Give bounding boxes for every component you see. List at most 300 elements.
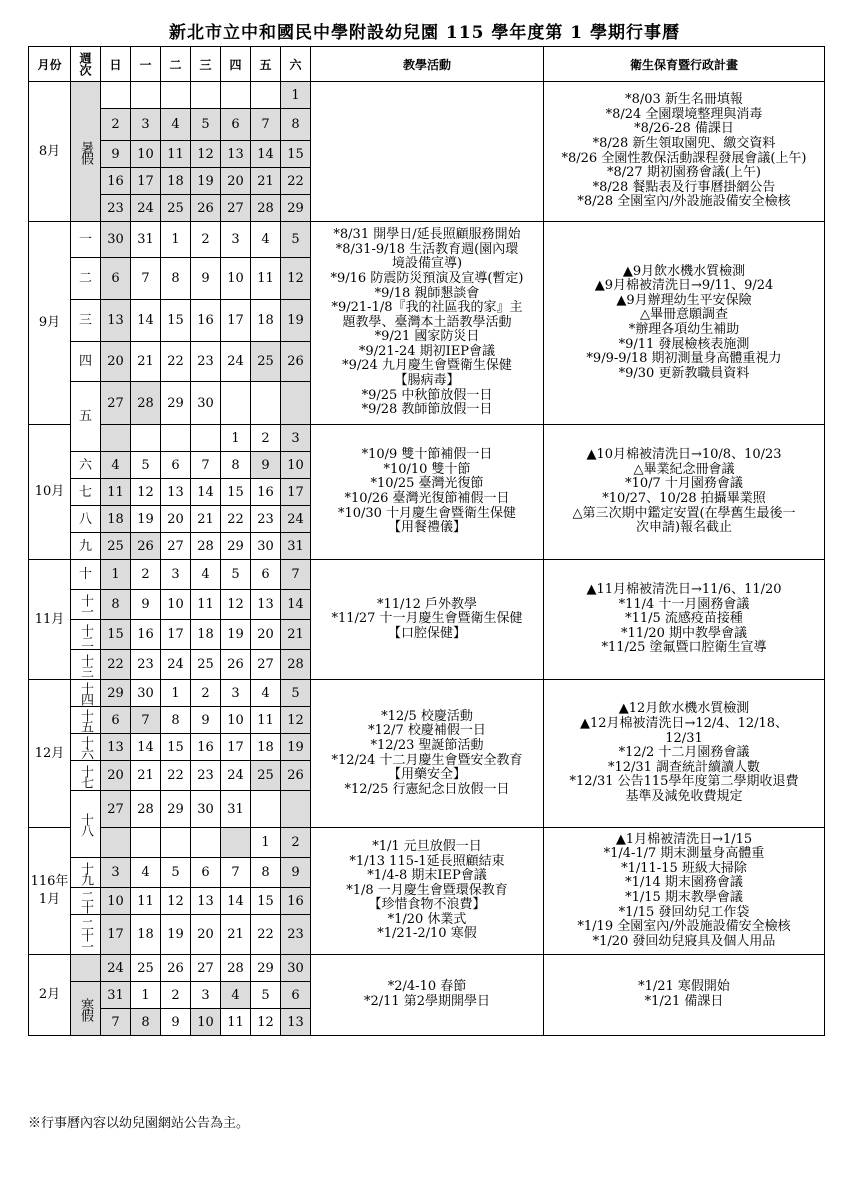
day-cell: 28: [131, 382, 161, 425]
day-cell: 13: [221, 141, 251, 168]
month-label-dec: 12月: [29, 680, 71, 828]
day-cell: 25: [161, 195, 191, 222]
day-cell: 30: [191, 791, 221, 828]
day-cell: 28: [251, 195, 281, 222]
day-cell: 24: [281, 506, 311, 533]
day-cell: 14: [221, 888, 251, 915]
admin-item: *11/20 期中教學會議: [620, 625, 748, 641]
activity-item: *9/28 教師節放假一日: [361, 402, 493, 418]
day-cell: 30: [101, 222, 131, 258]
day-cell: 9: [131, 590, 161, 620]
day-cell: 15: [281, 141, 311, 168]
admin-item: △畢冊意願調查: [640, 307, 728, 323]
day-cell: 10: [101, 888, 131, 915]
day-cell: 3: [101, 858, 131, 888]
day-cell: 7: [281, 560, 311, 590]
activity-item: *11/27 十一月慶生會暨衛生保健: [331, 611, 523, 627]
admin-item: *8/24 全園環境整理與消毒: [605, 106, 763, 122]
week-number: 一: [71, 222, 101, 258]
day-cell: 2: [101, 109, 131, 141]
day-cell: 9: [251, 452, 281, 479]
activity-item: *1/13 115-1延長照顧結束: [349, 853, 505, 869]
week-number: 十: [71, 560, 101, 590]
day-cell: 18: [191, 620, 221, 650]
week-number: 十六: [71, 734, 101, 761]
day-cell: 12: [221, 590, 251, 620]
day-cell: 25: [251, 761, 281, 791]
day-cell: [221, 828, 251, 858]
week-row: [29, 828, 825, 858]
day-cell: [221, 382, 251, 425]
day-cell: 23: [191, 761, 221, 791]
day-cell: 26: [221, 650, 251, 680]
admin-item: 12/31: [665, 730, 703, 746]
activities-cell-jan: [311, 828, 544, 955]
day-cell: 3: [221, 680, 251, 707]
day-cell: [251, 82, 281, 109]
day-cell: 9: [281, 858, 311, 888]
admin-item: *10/27、10/28 拍攝畢業照: [602, 491, 766, 506]
header-activities: 教學活動: [311, 47, 544, 82]
day-cell: 5: [221, 560, 251, 590]
day-cell: 2: [251, 425, 281, 452]
day-cell: 17: [221, 300, 251, 342]
activity-item: *12/5 校慶活動: [381, 708, 473, 724]
activity-item: *12/7 校慶補假一日: [368, 723, 486, 739]
day-cell: [191, 828, 221, 858]
admin-item: ▲9月棉被清洗日→9/11、9/24: [594, 278, 774, 294]
activity-item: *8/31 開學日/延長照顧服務開始: [333, 227, 521, 243]
week-number: 寒假: [71, 982, 101, 1036]
admin-item: *1/4-1/7 期末測量身高體重: [603, 846, 765, 862]
day-cell: 31: [221, 791, 251, 828]
day-cell: 24: [221, 761, 251, 791]
day-cell: 21: [281, 620, 311, 650]
day-cell: [101, 82, 131, 109]
admin-item: *9/11 發展檢核表施測: [618, 336, 750, 352]
week-number: 十四: [71, 680, 101, 707]
week-number: 十二: [71, 620, 101, 650]
day-cell: [101, 828, 131, 858]
day-cell: 7: [131, 707, 161, 734]
day-cell: 30: [281, 955, 311, 982]
activity-item: 境設備宣導): [391, 256, 463, 272]
admin-item: *8/28 餐點表及行事曆掛網公告: [592, 179, 776, 195]
day-cell: 6: [101, 258, 131, 300]
week-number: 四: [71, 342, 101, 382]
admin-item: *9/30 更新教職員資料: [618, 365, 750, 381]
day-cell: 22: [251, 915, 281, 955]
week-number: 十五: [71, 707, 101, 734]
admin-item: *8/03 新生名冊填報: [625, 92, 743, 108]
activity-item: *10/30 十月慶生會暨衛生保健: [337, 505, 517, 521]
admin-item: *8/28 新生領取園兜、繳交資料: [592, 135, 776, 151]
day-cell: 1: [251, 828, 281, 858]
day-cell: 31: [131, 222, 161, 258]
day-cell: [221, 82, 251, 109]
day-cell: 24: [101, 955, 131, 982]
day-cell: 22: [281, 168, 311, 195]
day-cell: 29: [161, 791, 191, 828]
day-cell: 29: [281, 195, 311, 222]
day-cell: 21: [191, 506, 221, 533]
week-number: 二: [71, 258, 101, 300]
day-cell: 21: [131, 342, 161, 382]
day-cell: 28: [131, 791, 161, 828]
admin-item: *1/15 期末教學會議: [625, 890, 743, 905]
day-cell: 15: [221, 479, 251, 506]
activity-item: *1/1 元旦放假一日: [372, 838, 482, 854]
day-cell: 9: [191, 707, 221, 734]
day-cell: 6: [221, 109, 251, 141]
activity-item: *11/12 戶外教學: [376, 596, 478, 612]
day-cell: 17: [161, 620, 191, 650]
day-cell: 23: [251, 506, 281, 533]
header-tue: 二: [161, 47, 191, 82]
day-cell: 24: [221, 342, 251, 382]
day-cell: 13: [191, 888, 221, 915]
day-cell: 4: [251, 680, 281, 707]
admin-item: *1/21 備課日: [644, 994, 724, 1009]
day-cell: 9: [101, 141, 131, 168]
day-cell: 10: [221, 707, 251, 734]
day-cell: 18: [251, 734, 281, 761]
week-number: 九: [71, 533, 101, 560]
month-label-oct: 10月: [29, 425, 71, 560]
admin-item: ▲1月棉被清洗日→1/15: [615, 831, 753, 847]
day-cell: 16: [101, 168, 131, 195]
admin-item: 基準及減免收費規定: [625, 788, 743, 804]
day-cell: 27: [191, 955, 221, 982]
day-cell: [191, 425, 221, 452]
day-cell: 3: [281, 425, 311, 452]
activity-item: *12/24 十二月慶生會暨安全教育: [331, 752, 523, 768]
day-cell: 18: [251, 300, 281, 342]
day-cell: 15: [251, 888, 281, 915]
day-cell: 4: [131, 858, 161, 888]
admin-cell-feb: [544, 955, 825, 1036]
day-cell: 14: [191, 479, 221, 506]
week-row: [29, 955, 825, 982]
day-cell: [131, 828, 161, 858]
header-sun: 日: [101, 47, 131, 82]
day-cell: 16: [251, 479, 281, 506]
day-cell: 22: [161, 342, 191, 382]
admin-item: *11/5 流感疫苗接種: [625, 611, 743, 627]
admin-cell-sep: [544, 222, 825, 425]
day-cell: 26: [281, 761, 311, 791]
day-cell: 15: [161, 734, 191, 761]
day-cell: 5: [281, 222, 311, 258]
admin-item: ▲12月飲水機水質檢測: [618, 701, 750, 717]
header-sat: 六: [281, 47, 311, 82]
day-cell: 28: [281, 650, 311, 680]
admin-item: *1/21 寒假開始: [638, 979, 730, 995]
day-cell: 14: [281, 590, 311, 620]
week-number: 五: [71, 382, 101, 452]
day-cell: 12: [131, 479, 161, 506]
day-cell: 20: [101, 761, 131, 791]
activity-item: *10/26 臺灣光復節補假一日: [344, 491, 510, 506]
activities-cell-nov: [311, 560, 544, 680]
day-cell: 3: [161, 560, 191, 590]
activity-item: *2/4-10 春節: [387, 979, 467, 995]
day-cell: 7: [131, 258, 161, 300]
header-thu: 四: [221, 47, 251, 82]
week-row: [29, 560, 825, 590]
day-cell: 25: [101, 533, 131, 560]
activity-item: *10/10 雙十節: [383, 461, 471, 477]
day-cell: 13: [161, 479, 191, 506]
admin-item: *9/9-9/18 期初測量身高體重視力: [586, 351, 782, 367]
header-week: 週次: [71, 47, 101, 82]
week-row: [29, 222, 825, 258]
admin-item: ▲9月飲水機水質檢測: [622, 263, 746, 279]
day-cell: 1: [221, 425, 251, 452]
activities-cell-oct: [311, 425, 544, 560]
day-cell: 5: [251, 982, 281, 1009]
admin-item: *12/31 調查統計續讀人數: [607, 759, 761, 775]
day-cell: 9: [161, 1009, 191, 1036]
day-cell: [191, 82, 221, 109]
day-cell: 12: [191, 141, 221, 168]
day-cell: 29: [101, 680, 131, 707]
day-cell: 27: [101, 382, 131, 425]
admin-item: △畢業紀念冊會議: [633, 461, 735, 477]
day-cell: 22: [221, 506, 251, 533]
day-cell: 1: [131, 982, 161, 1009]
day-cell: 26: [191, 195, 221, 222]
day-cell: 7: [101, 1009, 131, 1036]
day-cell: 19: [281, 300, 311, 342]
activity-item: *12/23 聖誕節活動: [370, 737, 484, 753]
activities-cell-dec: [311, 680, 544, 828]
day-cell: 20: [221, 168, 251, 195]
day-cell: 25: [251, 342, 281, 382]
activity-item: 【珍惜食物不浪費】: [368, 897, 486, 913]
day-cell: 13: [251, 590, 281, 620]
day-cell: 11: [251, 707, 281, 734]
activity-item: *9/16 防震防災預演及宣導(暫定): [330, 270, 524, 286]
activity-item: 【腸病毒】: [394, 373, 460, 389]
day-cell: 28: [221, 955, 251, 982]
activities-cell-feb: [311, 955, 544, 1036]
day-cell: 7: [251, 109, 281, 141]
header-admin: 衛生保育暨行政計畫: [544, 47, 825, 82]
week-number: 六: [71, 452, 101, 479]
day-cell: [131, 425, 161, 452]
day-cell: 9: [191, 258, 221, 300]
admin-item: ▲10月棉被清洗日→10/8、10/23: [586, 447, 782, 463]
activities-cell-sep: [311, 222, 544, 425]
week-number: 七: [71, 479, 101, 506]
day-cell: 21: [221, 915, 251, 955]
admin-item: 次申請)報名截止: [635, 520, 733, 536]
calendar-table: [28, 46, 825, 1036]
activity-item: 【口腔保健】: [387, 625, 466, 641]
day-cell: 16: [281, 888, 311, 915]
day-cell: 19: [161, 915, 191, 955]
day-cell: 10: [191, 1009, 221, 1036]
month-label-nov: 11月: [29, 560, 71, 680]
day-cell: 6: [161, 452, 191, 479]
admin-cell-dec: [544, 680, 825, 828]
day-cell: 11: [191, 590, 221, 620]
week-number: 十一: [71, 590, 101, 620]
day-cell: 13: [281, 1009, 311, 1036]
admin-item: ▲12月棉被清洗日→12/4、12/18、: [579, 716, 789, 732]
month-label-jan: 116年1月: [29, 828, 71, 955]
day-cell: 17: [221, 734, 251, 761]
day-cell: 10: [131, 141, 161, 168]
week-row: [29, 680, 825, 707]
day-cell: 5: [161, 858, 191, 888]
activity-item: *8/31-9/18 生活教育週(園內環: [335, 241, 519, 257]
header-row: [29, 47, 825, 82]
day-cell: 26: [131, 533, 161, 560]
day-cell: [281, 791, 311, 828]
week-number: 暑假: [71, 82, 101, 222]
activity-item: 題教學、臺灣本土語教學活動: [342, 314, 512, 330]
admin-item: *辦理各項幼生補助: [628, 322, 740, 337]
day-cell: 20: [191, 915, 221, 955]
day-cell: 27: [251, 650, 281, 680]
day-cell: 31: [101, 982, 131, 1009]
day-cell: 17: [131, 168, 161, 195]
day-cell: 20: [161, 506, 191, 533]
day-cell: 24: [161, 650, 191, 680]
day-cell: 7: [221, 858, 251, 888]
day-cell: 26: [161, 955, 191, 982]
week-number: 十三: [71, 650, 101, 680]
week-number: 十八: [71, 791, 101, 858]
week-row: [29, 82, 825, 109]
day-cell: 3: [221, 222, 251, 258]
day-cell: 18: [101, 506, 131, 533]
admin-item: *11/25 塗氟暨口腔衛生宣導: [601, 640, 767, 656]
day-cell: [161, 82, 191, 109]
day-cell: 14: [131, 734, 161, 761]
admin-item: *1/14 期末園務會議: [625, 875, 743, 891]
day-cell: 4: [191, 560, 221, 590]
header-mon: 一: [131, 47, 161, 82]
day-cell: 26: [281, 342, 311, 382]
admin-item: *8/27 期初園務會議(上午): [607, 165, 761, 181]
day-cell: 21: [131, 761, 161, 791]
admin-item: *12/2 十二月園務會議: [618, 745, 750, 761]
day-cell: 1: [281, 82, 311, 109]
admin-item: ▲9月辦理幼生平安保險: [616, 292, 752, 308]
activity-item: *1/4-8 期末IEP會議: [367, 868, 487, 884]
day-cell: 1: [161, 222, 191, 258]
day-cell: 15: [161, 300, 191, 342]
day-cell: 19: [221, 620, 251, 650]
day-cell: 6: [191, 858, 221, 888]
day-cell: 19: [131, 506, 161, 533]
day-cell: 27: [161, 533, 191, 560]
day-cell: 8: [281, 109, 311, 141]
header-wed: 三: [191, 47, 221, 82]
admin-item: *1/20 發回幼兒寢具及個人用品: [592, 933, 776, 949]
day-cell: 30: [251, 533, 281, 560]
activity-item: *12/25 行憲紀念日放假一日: [344, 781, 510, 797]
week-number: 二十一: [71, 915, 101, 955]
week-row: [29, 425, 825, 452]
admin-item: *10/7 十月園務會議: [625, 476, 743, 492]
day-cell: 11: [131, 888, 161, 915]
activity-item: 【用藥安全】: [387, 767, 466, 783]
day-cell: 30: [191, 382, 221, 425]
day-cell: 7: [191, 452, 221, 479]
day-cell: 12: [281, 707, 311, 734]
activity-item: 【用餐禮儀】: [387, 520, 466, 536]
day-cell: 12: [281, 258, 311, 300]
day-cell: 22: [161, 761, 191, 791]
day-cell: 4: [221, 982, 251, 1009]
day-cell: 1: [101, 560, 131, 590]
day-cell: 8: [221, 452, 251, 479]
day-cell: 28: [191, 533, 221, 560]
day-cell: 22: [101, 650, 131, 680]
admin-item: *8/26 全園性教保活動課程發展會議(上午): [561, 150, 807, 166]
day-cell: 10: [221, 258, 251, 300]
month-label-feb: 2月: [29, 955, 71, 1036]
day-cell: 8: [161, 258, 191, 300]
header-fri: 五: [251, 47, 281, 82]
day-cell: 25: [131, 955, 161, 982]
day-cell: 17: [281, 479, 311, 506]
day-cell: 11: [161, 141, 191, 168]
day-cell: 8: [161, 707, 191, 734]
activity-item: *1/21-2/10 寒假: [377, 926, 477, 942]
activity-item: *1/8 一月慶生會暨環保教育: [346, 882, 508, 898]
day-cell: 2: [131, 560, 161, 590]
activity-item: *9/25 中秋節放假一日: [361, 387, 493, 403]
day-cell: 31: [281, 533, 311, 560]
activity-item: *10/9 雙十節補假一日: [361, 447, 493, 463]
day-cell: 8: [101, 590, 131, 620]
admin-cell-nov: [544, 560, 825, 680]
day-cell: 2: [161, 982, 191, 1009]
activity-item: *9/21-24 期初IEP會議: [358, 343, 496, 359]
day-cell: [131, 82, 161, 109]
page-title: 新北市立中和國民中學附設幼兒園 115 學年度第 1 學期行事曆: [169, 23, 680, 43]
week-number: 八: [71, 506, 101, 533]
day-cell: 27: [101, 791, 131, 828]
day-cell: 1: [161, 680, 191, 707]
day-cell: 20: [101, 342, 131, 382]
day-cell: [281, 382, 311, 425]
month-label-sep: 9月: [29, 222, 71, 425]
day-cell: 16: [191, 734, 221, 761]
activity-item: *1/20 休業式: [387, 911, 467, 927]
day-cell: [101, 425, 131, 452]
day-cell: 29: [251, 955, 281, 982]
activity-item: *9/21 國家防災日: [374, 329, 480, 345]
day-cell: 8: [131, 1009, 161, 1036]
month-label-aug: 8月: [29, 82, 71, 222]
activity-item: *10/25 臺灣光復節: [370, 476, 484, 492]
day-cell: 29: [221, 533, 251, 560]
day-cell: 5: [131, 452, 161, 479]
week-number: [71, 955, 101, 982]
day-cell: 19: [191, 168, 221, 195]
day-cell: 14: [131, 300, 161, 342]
admin-item: △第三次期中鑑定安置(在學舊生最後一: [572, 505, 796, 521]
week-number: 十七: [71, 761, 101, 791]
day-cell: 13: [101, 300, 131, 342]
admin-cell-jan: [544, 828, 825, 955]
